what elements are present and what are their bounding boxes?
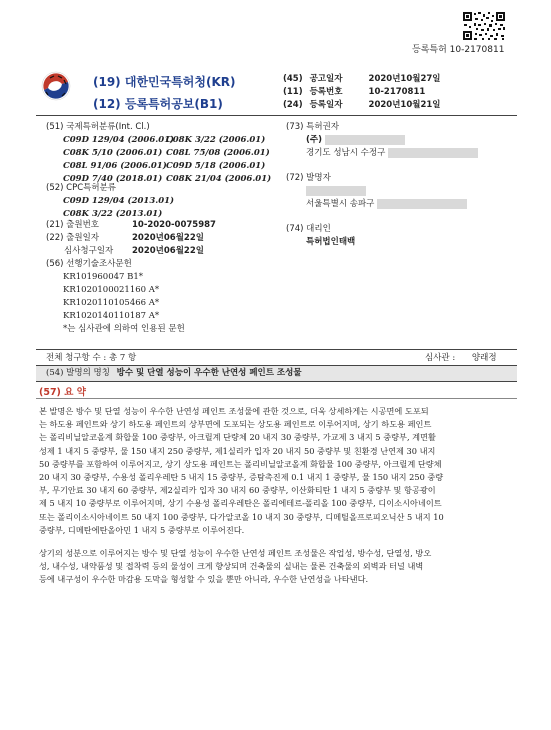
cpc-title: (52) CPC특허분류 — [46, 183, 116, 193]
ipc-row: C09D 7/40 (2018.01) C08K 21/04 (2006.01) — [63, 174, 272, 184]
abstract-heading: (57) 요 약 — [39, 387, 86, 398]
ipc-title: (51) 국제특허분류(Int. Cl.) — [46, 122, 150, 132]
redacted-block — [388, 148, 478, 158]
prior-art-item: KR1020110105466 A* — [63, 298, 160, 308]
redacted-block — [377, 199, 467, 209]
abstract-line: 등에 내구성이 우수한 마감용 도막을 형성할 수 있을 뿐만 아니라, 우수한 난연성을 나타낸다. — [39, 574, 369, 585]
abstract-line: 성제 1 내지 5 중량부, 물 150 내지 250 중량부, 제1실리카 입자 20 내지 50 중량부 및 친환경 난연제 30 내지 — [39, 445, 436, 456]
patentee-address: 경기도 성남시 수정구 — [306, 147, 478, 160]
abstract-line: 는 하도용 페인트와 상기 하도용 페인트의 상부면에 도포되는 상도용 페인트로 이루어지며, 상기 하도용 페인트 — [39, 419, 432, 430]
pub-item: (11) 등록번호 10-2170811 — [283, 87, 426, 97]
patentee-title: (73) 특허권자 — [286, 122, 339, 132]
abstract-rule — [36, 398, 517, 399]
cpc-row: C09D 129/04 (2013.01) — [63, 196, 175, 206]
ipc-list — [63, 134, 271, 186]
abstract-line: 부, 무기안료 30 내지 60 중량부, 제2실리카 입자 30 내지 60 중량부, 이산화티탄 1 내지 5 중량부 및 항공광이 — [39, 485, 436, 496]
ipc-row: C08L 91/06 (2006.01)C09D 5/18 (2006.01) — [63, 161, 266, 171]
invention-title-bar — [36, 365, 517, 382]
claims-rule — [36, 349, 517, 350]
abstract-paragraph-1 — [39, 405, 515, 537]
doc-number: 등록특허 10-2170811 — [412, 45, 505, 55]
abstract-line: 상기의 성분으로 이루어지는 방수 및 단열 성능이 우수한 난연성 페인트 조성물은 작업성, 방수성, 단열성, 방오 — [39, 548, 432, 558]
cpc-row: C08K 3/22 (2013.01) — [63, 209, 163, 219]
inventor-title: (72) 발명자 — [286, 173, 331, 183]
office-title: (19) 대한민국특허청(KR) — [93, 75, 236, 89]
header-rule — [36, 115, 517, 116]
examiner: 심사관 : 양래정 — [425, 353, 497, 363]
pub-item: (45) 공고일자 2020년10월27일 — [283, 74, 441, 84]
exam-request-date: 심사청구일자 2020년06월22일 — [64, 246, 204, 256]
ipc-row: C08K 5/10 (2006.01) C08L 75/08 (2006.01) — [63, 148, 270, 158]
inventor-address: 서울특별시 송파구 — [306, 198, 467, 211]
inventor-name — [306, 185, 366, 198]
agent-name: 특허법인태백 — [306, 237, 356, 247]
pub-item: (24) 등록일자 2020년10월21일 — [283, 100, 441, 110]
prior-art-list — [63, 271, 185, 336]
cpc-list — [63, 195, 174, 221]
application-number: (21) 출원번호 10-2020-0075987 — [46, 220, 216, 230]
abstract-line: 50 중량부를 포함하여 이루어지고, 상기 상도용 페인트는 폴리비닐알코올계 화합물 100 중량부, 아크릴계 단량체 — [39, 458, 442, 469]
abstract-line: 20 내지 30 중량부, 수용성 폴리우레탄 5 내지 15 중량부, 증탐촉진제 0.1 내지 1 중량부, 물 150 내지 250 중량 — [39, 472, 444, 483]
prior-art-item: KR1020100021160 A* — [63, 285, 160, 295]
qr-code-icon — [462, 11, 506, 41]
prior-art-item: KR101960047 B1* — [63, 272, 144, 282]
prior-art-title: (56) 선행기술조사문헌 — [46, 259, 132, 269]
total-claims: 전체 청구항 수 : 총 7 항 — [46, 353, 137, 363]
agent-title: (74) 대리인 — [286, 224, 331, 234]
abstract-line: 본 발명은 방수 및 단열 성능이 우수한 난연성 페인트 조성물에 관한 것으로, 더욱 상세하게는 시공면에 도포되 — [39, 406, 429, 416]
abstract-line: 제 5 내지 10 중량부로 이루어지며, 상기 수용성 폴리우레탄은 폴리에테르-폴리올 100 중량부, 디이소시아네이트 — [39, 498, 442, 509]
redacted-block — [325, 135, 405, 145]
pub-items — [283, 73, 441, 112]
patentee-name: (주) — [306, 134, 405, 147]
invention-title: (54) 발명의 명칭 방수 및 단열 성능이 우수한 난연성 페인트 조성물 — [46, 368, 302, 378]
ipc-row: C09D 129/04 (2006.01)C08K 3/22 (2006.01) — [63, 135, 266, 145]
abstract-paragraph-2 — [39, 547, 515, 587]
abstract-line: 성, 내수성, 내약품성 및 접착력 등의 물성이 크게 향상되며 건축물의 실내는 물론 건축물의 외벽과 터널 내벽 — [39, 561, 424, 572]
abstract-line: 또는 폴리이소시아네이트 50 내지 100 중량부, 다가알코올 10 내지 30 중량부, 디메틸올프로피오닉산 5 내지 10 — [39, 511, 444, 522]
filing-date: (22) 출원일자 2020년06월22일 — [46, 233, 204, 243]
prior-art-note: *는 심사관에 의하여 인용된 문헌 — [63, 324, 185, 334]
kipo-emblem-icon — [40, 70, 72, 102]
abstract-line: 중량부, 디메탄에탄올아민 1 내지 5 중량부로 이루어진다. — [39, 524, 245, 535]
abstract-line: 는 폴리비닐알코올계 화합물 100 중량부, 아크릴계 단량체 20 내지 30 중량부, 가교제 3 내지 5 중량부, 계면활 — [39, 432, 436, 443]
prior-art-item: KR1020140110187 A* — [63, 311, 160, 321]
publication-type: (12) 등록특허공보(B1) — [93, 97, 223, 111]
redacted-block — [306, 186, 366, 196]
